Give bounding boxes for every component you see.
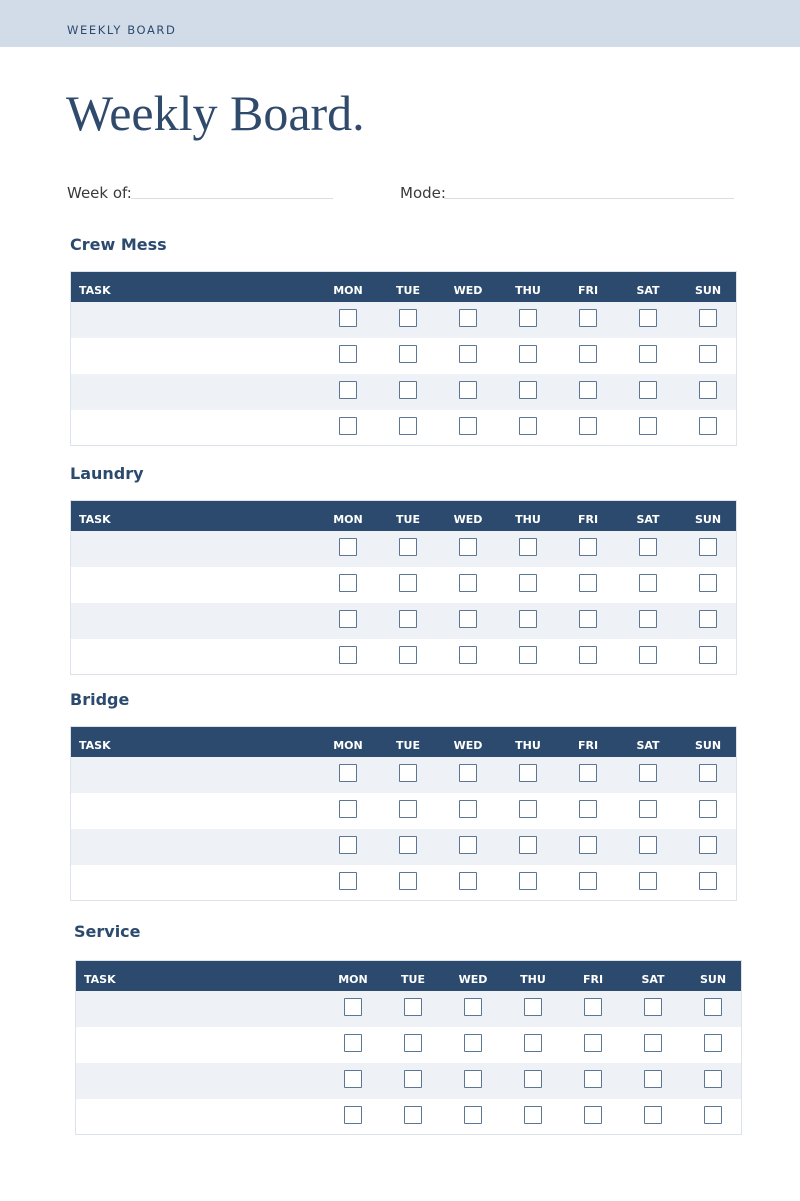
checkbox-tue[interactable] — [399, 345, 417, 363]
checkbox-thu[interactable] — [519, 381, 537, 399]
checkbox-fri[interactable] — [579, 417, 597, 435]
checkbox-fri[interactable] — [579, 836, 597, 854]
task-table — [75, 960, 742, 1135]
task-table — [70, 726, 737, 901]
column-header-thu: THU — [520, 973, 546, 986]
checkbox-tue[interactable] — [399, 764, 417, 782]
checkbox-sun[interactable] — [699, 345, 717, 363]
table-row[interactable] — [71, 567, 736, 603]
table-header — [71, 727, 736, 757]
checkbox-sat[interactable] — [644, 998, 662, 1016]
checkbox-wed[interactable] — [459, 836, 477, 854]
checkbox-sat[interactable] — [639, 309, 657, 327]
checkbox-tue[interactable] — [399, 800, 417, 818]
checkbox-wed[interactable] — [464, 1034, 482, 1052]
table-row[interactable] — [76, 1063, 741, 1099]
checkbox-wed[interactable] — [459, 417, 477, 435]
column-header-fri: FRI — [582, 973, 604, 986]
checkbox-fri[interactable] — [579, 872, 597, 890]
column-header-sun: SUN — [694, 513, 722, 526]
column-header-wed: WED — [458, 973, 488, 986]
checkbox-sat[interactable] — [639, 764, 657, 782]
table-row[interactable] — [71, 531, 736, 567]
week-of-label: Week of: — [67, 184, 132, 202]
checkbox-sun[interactable] — [704, 1034, 722, 1052]
checkbox-mon[interactable] — [339, 646, 357, 664]
checkbox-tue[interactable] — [399, 872, 417, 890]
column-header-mon: MON — [338, 973, 368, 986]
column-header-mon: MON — [333, 739, 363, 752]
checkbox-wed[interactable] — [459, 574, 477, 592]
checkbox-mon[interactable] — [339, 574, 357, 592]
checkbox-thu[interactable] — [519, 417, 537, 435]
column-header-fri: FRI — [577, 739, 599, 752]
column-header-sat: SAT — [636, 513, 660, 526]
checkbox-tue[interactable] — [404, 998, 422, 1016]
checkbox-mon[interactable] — [339, 417, 357, 435]
column-header-sat: SAT — [636, 739, 660, 752]
column-header-tue: TUE — [396, 513, 420, 526]
checkbox-tue[interactable] — [399, 417, 417, 435]
checkbox-sat[interactable] — [639, 800, 657, 818]
column-header-thu: THU — [515, 284, 541, 297]
checkbox-fri[interactable] — [579, 610, 597, 628]
checkbox-fri[interactable] — [579, 574, 597, 592]
checkbox-thu[interactable] — [519, 309, 537, 327]
checkbox-thu[interactable] — [519, 764, 537, 782]
column-header-wed: WED — [453, 739, 483, 752]
checkbox-fri[interactable] — [584, 1106, 602, 1124]
checkbox-mon[interactable] — [344, 1106, 362, 1124]
checkbox-fri[interactable] — [579, 381, 597, 399]
mode-label: Mode: — [400, 184, 446, 202]
table-row[interactable] — [71, 865, 736, 901]
checkbox-sun[interactable] — [704, 1070, 722, 1088]
checkbox-mon[interactable] — [339, 764, 357, 782]
checkbox-wed[interactable] — [459, 309, 477, 327]
checkbox-fri[interactable] — [579, 800, 597, 818]
table-header — [76, 961, 741, 991]
checkbox-tue[interactable] — [404, 1034, 422, 1052]
checkbox-sat[interactable] — [639, 345, 657, 363]
checkbox-mon[interactable] — [339, 872, 357, 890]
table-row[interactable] — [71, 603, 736, 639]
checkbox-sat[interactable] — [639, 538, 657, 556]
checkbox-tue[interactable] — [404, 1070, 422, 1088]
table-header — [71, 272, 736, 302]
column-header-sun: SUN — [694, 284, 722, 297]
table-row[interactable] — [71, 302, 736, 338]
checkbox-fri[interactable] — [579, 764, 597, 782]
column-header-tue: TUE — [396, 739, 420, 752]
checkbox-sun[interactable] — [699, 872, 717, 890]
checkbox-mon[interactable] — [339, 836, 357, 854]
checkbox-wed[interactable] — [459, 646, 477, 664]
column-header-fri: FRI — [577, 513, 599, 526]
checkbox-fri[interactable] — [579, 538, 597, 556]
checkbox-sat[interactable] — [644, 1106, 662, 1124]
table-header — [71, 501, 736, 531]
checkbox-mon[interactable] — [339, 610, 357, 628]
checkbox-sun[interactable] — [704, 1106, 722, 1124]
table-row[interactable] — [71, 338, 736, 374]
checkbox-thu[interactable] — [519, 800, 537, 818]
checkbox-wed[interactable] — [464, 998, 482, 1016]
checkbox-wed[interactable] — [459, 764, 477, 782]
checkbox-sat[interactable] — [639, 646, 657, 664]
checkbox-sun[interactable] — [704, 998, 722, 1016]
checkbox-mon[interactable] — [344, 998, 362, 1016]
table-row[interactable] — [71, 374, 736, 410]
checkbox-thu[interactable] — [524, 1106, 542, 1124]
checkbox-sun[interactable] — [699, 646, 717, 664]
section-title: Service — [74, 922, 141, 941]
checkbox-mon[interactable] — [339, 538, 357, 556]
section-title: Laundry — [70, 464, 144, 483]
checkbox-sat[interactable] — [644, 1034, 662, 1052]
column-header-sat: SAT — [641, 973, 665, 986]
checkbox-sun[interactable] — [699, 800, 717, 818]
section-title: Crew Mess — [70, 235, 167, 254]
column-header-thu: THU — [515, 739, 541, 752]
column-header-task: TASK — [79, 739, 111, 752]
checkbox-sat[interactable] — [644, 1070, 662, 1088]
checkbox-tue[interactable] — [399, 610, 417, 628]
checkbox-sun[interactable] — [699, 764, 717, 782]
checkbox-sun[interactable] — [699, 538, 717, 556]
checkbox-sun[interactable] — [699, 309, 717, 327]
page-title: Weekly Board. — [66, 85, 365, 141]
table-row[interactable] — [71, 793, 736, 829]
checkbox-sat[interactable] — [639, 574, 657, 592]
checkbox-fri[interactable] — [579, 345, 597, 363]
checkbox-sat[interactable] — [639, 836, 657, 854]
checkbox-sat[interactable] — [639, 610, 657, 628]
column-header-tue: TUE — [396, 284, 420, 297]
checkbox-thu[interactable] — [519, 646, 537, 664]
checkbox-mon[interactable] — [339, 381, 357, 399]
checkbox-mon[interactable] — [339, 309, 357, 327]
checkbox-tue[interactable] — [399, 309, 417, 327]
checkbox-tue[interactable] — [399, 574, 417, 592]
checkbox-mon[interactable] — [339, 345, 357, 363]
task-table — [70, 500, 737, 675]
table-row[interactable] — [71, 757, 736, 793]
checkbox-wed[interactable] — [464, 1106, 482, 1124]
checkbox-wed[interactable] — [459, 872, 477, 890]
column-header-mon: MON — [333, 513, 363, 526]
checkbox-thu[interactable] — [519, 610, 537, 628]
top-banner — [0, 0, 800, 47]
checkbox-thu[interactable] — [519, 836, 537, 854]
column-header-task: TASK — [79, 284, 111, 297]
checkbox-mon[interactable] — [339, 800, 357, 818]
checkbox-thu[interactable] — [519, 538, 537, 556]
checkbox-thu[interactable] — [524, 1070, 542, 1088]
checkbox-wed[interactable] — [459, 381, 477, 399]
checkbox-wed[interactable] — [459, 800, 477, 818]
checkbox-tue[interactable] — [399, 538, 417, 556]
checkbox-thu[interactable] — [524, 998, 542, 1016]
column-header-sun: SUN — [694, 739, 722, 752]
table-row[interactable] — [71, 410, 736, 446]
section-title: Bridge — [70, 690, 130, 709]
checkbox-tue[interactable] — [404, 1106, 422, 1124]
task-table — [70, 271, 737, 446]
table-row[interactable] — [76, 1099, 741, 1135]
table-row[interactable] — [76, 991, 741, 1027]
column-header-task: TASK — [79, 513, 111, 526]
checkbox-thu[interactable] — [524, 1034, 542, 1052]
column-header-mon: MON — [333, 284, 363, 297]
checkbox-sat[interactable] — [639, 381, 657, 399]
checkbox-fri[interactable] — [579, 309, 597, 327]
table-row[interactable] — [71, 829, 736, 865]
checkbox-wed[interactable] — [459, 538, 477, 556]
checkbox-sun[interactable] — [699, 417, 717, 435]
checkbox-thu[interactable] — [519, 872, 537, 890]
checkbox-sun[interactable] — [699, 574, 717, 592]
checkbox-fri[interactable] — [584, 1034, 602, 1052]
checkbox-sat[interactable] — [639, 872, 657, 890]
checkbox-thu[interactable] — [519, 574, 537, 592]
checkbox-wed[interactable] — [459, 345, 477, 363]
table-row[interactable] — [76, 1027, 741, 1063]
mode-field[interactable] — [444, 198, 734, 199]
checkbox-sun[interactable] — [699, 381, 717, 399]
column-header-sun: SUN — [699, 973, 727, 986]
column-header-fri: FRI — [577, 284, 599, 297]
checkbox-tue[interactable] — [399, 836, 417, 854]
checkbox-fri[interactable] — [584, 1070, 602, 1088]
column-header-task: TASK — [84, 973, 116, 986]
checkbox-sun[interactable] — [699, 610, 717, 628]
checkbox-sun[interactable] — [699, 836, 717, 854]
column-header-thu: THU — [515, 513, 541, 526]
column-header-sat: SAT — [636, 284, 660, 297]
checkbox-mon[interactable] — [344, 1034, 362, 1052]
checkbox-fri[interactable] — [579, 646, 597, 664]
checkbox-fri[interactable] — [584, 998, 602, 1016]
banner-label: WEEKLY BOARD — [67, 23, 177, 37]
checkbox-tue[interactable] — [399, 646, 417, 664]
column-header-wed: WED — [453, 513, 483, 526]
column-header-wed: WED — [453, 284, 483, 297]
column-header-tue: TUE — [401, 973, 425, 986]
table-row[interactable] — [71, 639, 736, 675]
checkbox-wed[interactable] — [464, 1070, 482, 1088]
checkbox-mon[interactable] — [344, 1070, 362, 1088]
checkbox-sat[interactable] — [639, 417, 657, 435]
checkbox-tue[interactable] — [399, 381, 417, 399]
checkbox-thu[interactable] — [519, 345, 537, 363]
checkbox-wed[interactable] — [459, 610, 477, 628]
week-of-field[interactable] — [131, 198, 333, 199]
